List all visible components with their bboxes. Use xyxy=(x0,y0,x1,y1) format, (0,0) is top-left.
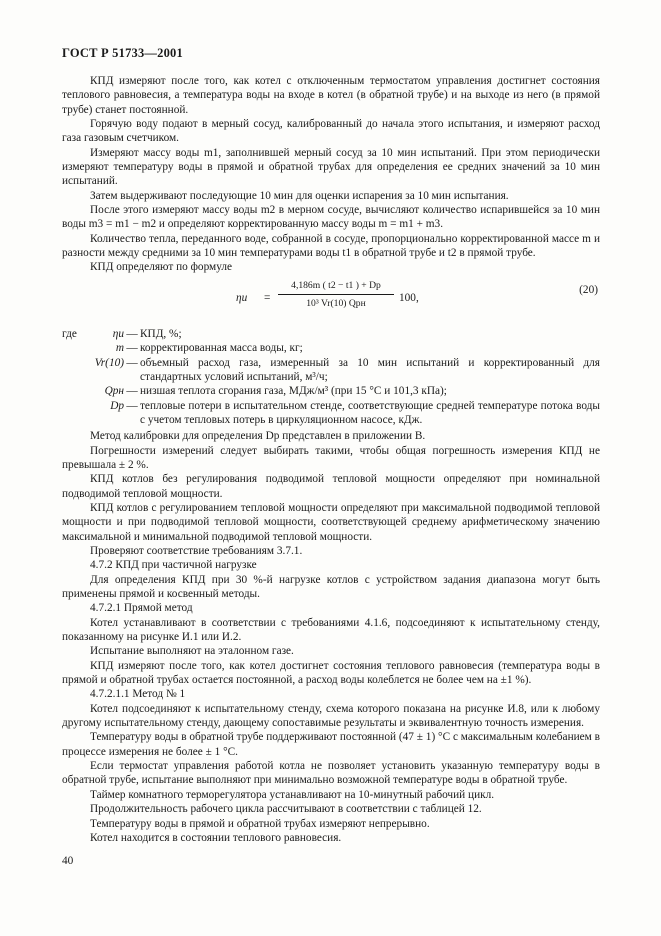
paragraph: Испытание выполняют на эталонном газе. xyxy=(90,645,294,658)
definition-symbol: Dp xyxy=(110,399,124,412)
paragraph: Горячую воду подают в мерный сосуд, калиброванный до начала этого испытания, и измеряют расход газа газовым счетчиком. xyxy=(62,118,600,145)
definitions-list xyxy=(62,327,600,427)
definition-item: где ηu — КПД, %; xyxy=(62,327,600,341)
paragraph: КПД котлов без регулирования подводимой тепловой мощности определяют при номинальной подводимой тепловой мощности. xyxy=(62,473,600,500)
definition-text: объемный расход газа, измеренный за 10 мин испытаний и корректированный для стандартных условий испытаний, м³/ч; xyxy=(140,356,600,383)
paragraph: Если термостат управления работой котла не позволяет установить указанную температуру воды в обратной трубе, испытание выполняют при минимально возможной температуре воды в обратной трубе. xyxy=(62,760,600,787)
formula-numerator: 4,186m ( t2 − t1 ) + Dp xyxy=(278,279,394,295)
paragraph: КПД измеряют после того, как котел с отключенным термостатом управления достигнет состояния теплового равновесия, а температура воды на входе в котел (в обратной трубе) и на выходе из него (в прямой трубе) станет постоянной. xyxy=(62,75,600,116)
definition-text: тепловые потери в испытательном стенде, соответствующие средней температуре потока воды с учетом тепловых потерь в циркуляционном насосе, кДж. xyxy=(140,399,600,426)
definition-item: m — корректированная масса воды, кг; xyxy=(62,341,600,355)
definition-symbol: Qpн xyxy=(104,385,124,398)
definition-symbol: Vr(10) xyxy=(94,356,124,369)
paragraph: КПД определяют по формуле xyxy=(90,261,232,274)
definition-symbol: m xyxy=(115,342,124,355)
paragraph: Котел подсоединяют к испытательному стенду, схема которого показана на рисунке И.8, или к любому другому испытательному стенду, дающему сопоставимые результаты и эквивалентную точность измерения. xyxy=(62,702,600,730)
formula-multiplier: 100, xyxy=(399,291,419,304)
formula-denominator: 10³ Vr(10) Qpн xyxy=(306,297,366,309)
paragraph: Затем выдерживают последующие 10 мин для оценки испарения за 10 мин испытания. xyxy=(90,189,509,202)
page-number: 40 xyxy=(62,855,74,867)
definition-text: корректированная масса воды, кг; xyxy=(140,342,303,355)
paragraph: Для определения КПД при 30 %-й нагрузке котлов с устройством задания диапазона могут быть применены прямой и косвенный методы. xyxy=(62,573,600,600)
paragraph: Продолжительность рабочего цикла рассчитывают в соответствии с таблицей 12. xyxy=(90,803,482,816)
section-heading: 4.7.2 КПД при частичной нагрузке xyxy=(90,559,257,572)
section-heading: 4.7.2.1 Прямой метод xyxy=(90,602,193,615)
definition-item: Vr(10) — объемный расход газа, измеренный за 10 мин испытаний и корректированный для стандартных условий испытаний, м³/ч; xyxy=(94,356,600,383)
paragraph: Температуру воды в прямой и обратной трубах измеряют непрерывно. xyxy=(90,817,430,830)
paragraph: Температуру воды в обратной трубе поддерживают постоянной (47 ± 1) °С с максимальным колебанием в процессе измерения не более ± 1 °С. xyxy=(62,731,600,758)
formula-lhs: ηu xyxy=(236,291,248,304)
document-header: ГОСТ Р 51733—2001 xyxy=(62,46,183,60)
definition-symbol: ηu xyxy=(112,327,124,340)
paragraph: Таймер комнатного терморегулятора устанавливают на 10-минутный рабочий цикл. xyxy=(90,788,495,801)
definition-item: Qpн — низшая теплота сгорания газа, МДж/м³ (при 15 °С и 101,3 кПа); xyxy=(62,384,600,398)
paragraph: КПД измеряют после того, как котел достигнет состояния теплового равновесия (температура воды в прямой и обратной трубах остается постоянной, а расход воды колеблется не более чем на ±1 %). xyxy=(62,659,600,687)
definition-item: Dp — тепловые потери в испытательном стенде, соответствующие средней температуре потока воды с учетом тепловых потерь в циркуляционном насосе, кДж. xyxy=(110,399,600,426)
definitions-intro: где xyxy=(62,327,77,340)
paragraph: Погрешности измерений следует выбирать такими, чтобы общая погрешность измерения КПД не превышала ± 2 %. xyxy=(62,444,600,471)
paragraph: Метод калибровки для определения Dp представлен в приложении В. xyxy=(90,430,426,443)
paragraph: После этого измеряют массу воды m2 в мерном сосуде, вычисляют количество испарившейся за 10 мин воды m3 = m1 − m2 и определяют корректированную массу воды m = m1 + m3. xyxy=(62,204,600,231)
formula-fraction xyxy=(278,279,394,310)
section-heading: 4.7.2.1.1 Метод № 1 xyxy=(90,688,186,701)
paragraph: КПД котлов с регулированием тепловой мощности определяют при максимальной подводимой тепловой мощности и при подводимой тепловой мощности, соответствующей среднему арифметическому значению максимальной и минимальной подводимой тепловой мощности. xyxy=(62,501,600,543)
paragraph: Проверяют соответствие требованиям 3.7.1. xyxy=(90,544,303,557)
definition-text: КПД, %; xyxy=(140,327,182,340)
paragraph: Измеряют массу воды m1, заполнившей мерный сосуд за 10 мин испытаний. При этом периодически измеряют температуру воды в прямой и обратной трубах для определения ее средних значений за 10 мин испытаний. xyxy=(62,146,600,188)
formula-20 xyxy=(62,279,600,323)
formula-number: (20) xyxy=(579,283,598,296)
formula-equals-sign: = xyxy=(264,291,271,304)
paragraph: Котел находится в состоянии теплового равновесия. xyxy=(90,831,342,844)
document-body xyxy=(62,74,600,845)
paragraph: Котел устанавливают в соответствии с требованиями 4.1.6, подсоединяют к испытательному стенду, показанному на рисунке И.1 или И.2. xyxy=(62,616,600,644)
definition-text: низшая теплота сгорания газа, МДж/м³ (при 15 °С и 101,3 кПа); xyxy=(140,385,447,398)
paragraph: Количество тепла, переданного воде, собранной в сосуде, пропорционально корректированной массе m и разности между средними за 10 мин температурами воды t1 в обратной трубе и t2 в прямой трубе. xyxy=(62,232,600,260)
